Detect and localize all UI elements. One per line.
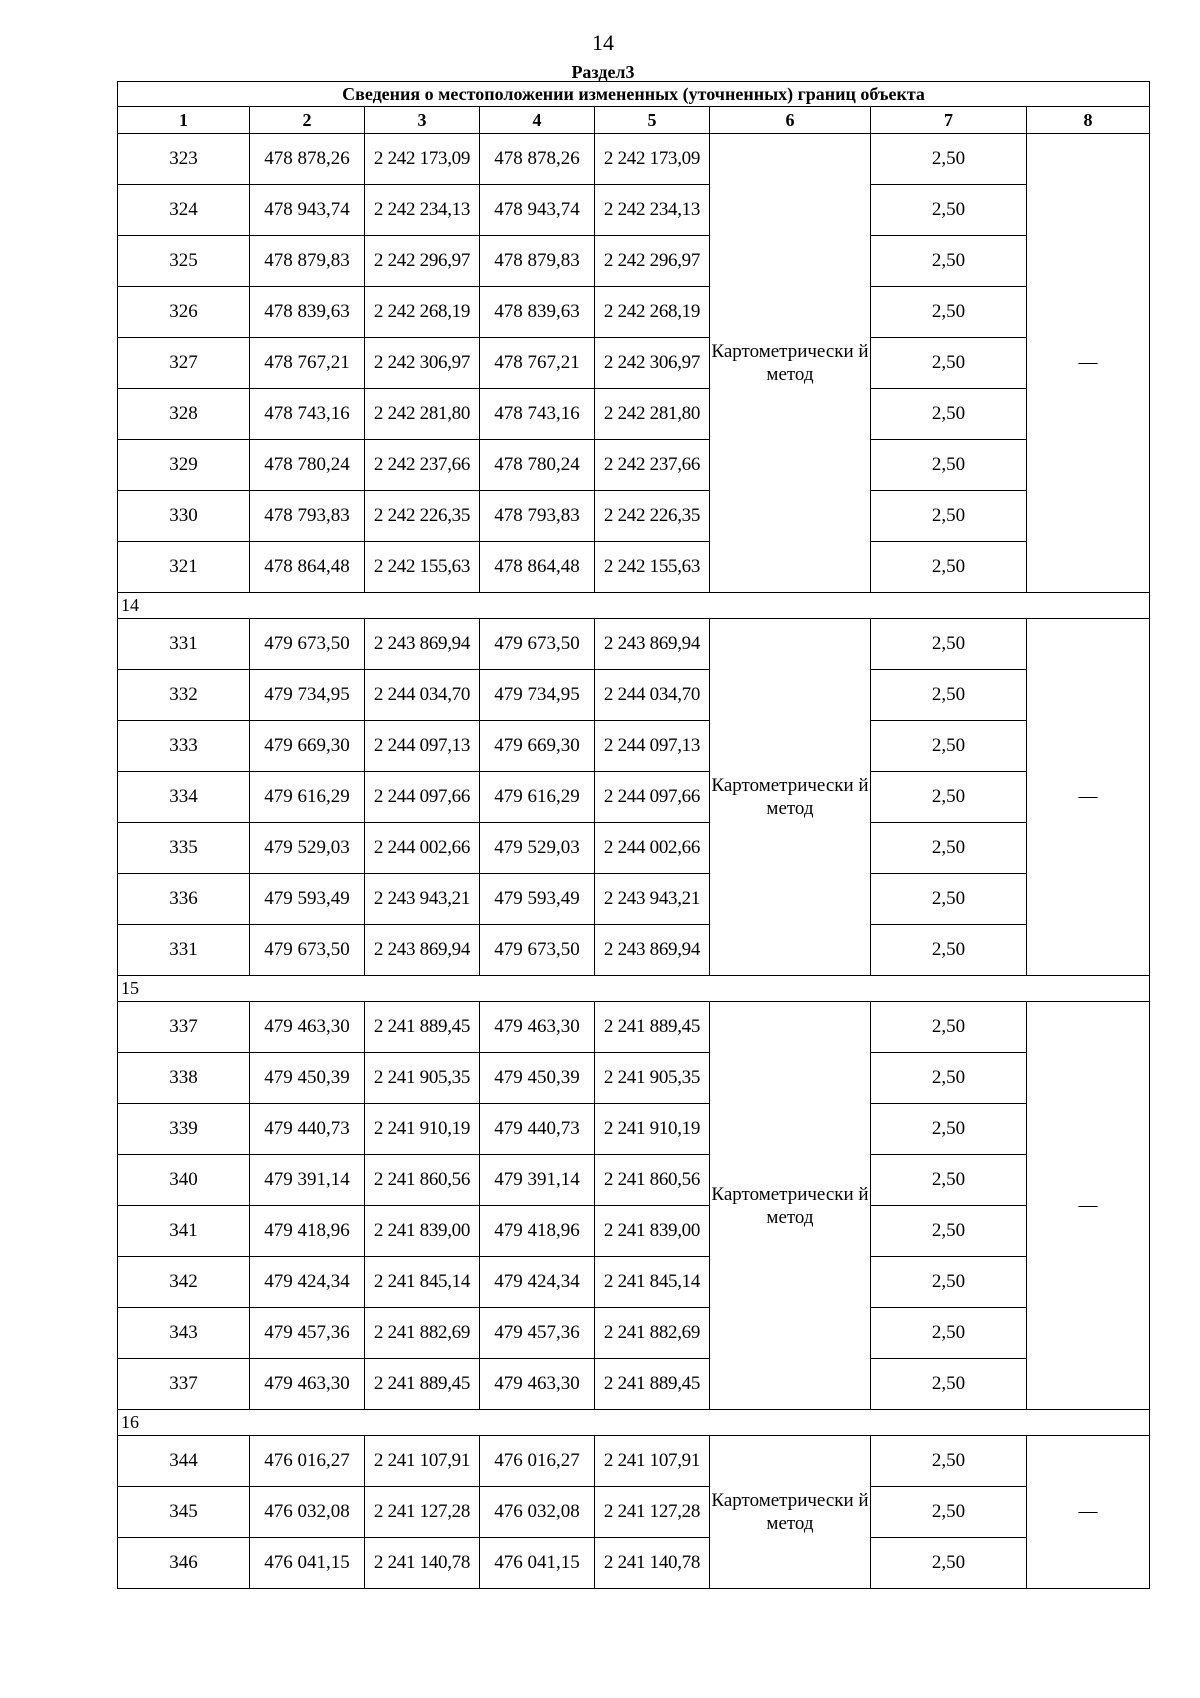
y-coordinate: 2 241 127,28 (365, 1487, 480, 1538)
y-coordinate: 2 242 296,97 (365, 236, 480, 287)
y-coordinate: 2 241 905,35 (365, 1053, 480, 1104)
y-coordinate: 2 244 097,13 (365, 721, 480, 772)
accuracy-value: 2,50 (871, 721, 1027, 772)
table-row (118, 670, 1150, 721)
table-row (118, 1359, 1150, 1410)
column-number: 8 (1027, 107, 1150, 134)
y-coordinate: 2 243 869,94 (365, 925, 480, 976)
y-coordinate-new: 2 241 860,56 (595, 1155, 710, 1206)
point-number: 342 (118, 1257, 250, 1308)
accuracy-value: 2,50 (871, 338, 1027, 389)
y-coordinate: 2 241 889,45 (365, 1002, 480, 1053)
col8-cell: — (1027, 619, 1150, 976)
col8-cell: — (1027, 134, 1150, 593)
accuracy-value: 2,50 (871, 1487, 1027, 1538)
accuracy-value: 2,50 (871, 185, 1027, 236)
y-coordinate: 2 244 034,70 (365, 670, 480, 721)
x-coordinate: 479 669,30 (250, 721, 365, 772)
col8-cell: — (1027, 1002, 1150, 1410)
accuracy-value: 2,50 (871, 287, 1027, 338)
accuracy-value: 2,50 (871, 389, 1027, 440)
y-coordinate-new: 2 241 127,28 (595, 1487, 710, 1538)
column-number: 6 (710, 107, 871, 134)
method-cell: Картометрически й метод (710, 1002, 871, 1410)
y-coordinate: 2 244 097,66 (365, 772, 480, 823)
point-number: 330 (118, 491, 250, 542)
x-coordinate-new: 479 463,30 (480, 1002, 595, 1053)
y-coordinate-new: 2 244 097,13 (595, 721, 710, 772)
point-number: 325 (118, 236, 250, 287)
point-number: 327 (118, 338, 250, 389)
x-coordinate: 478 879,83 (250, 236, 365, 287)
table-row (118, 185, 1150, 236)
y-coordinate-new: 2 242 281,80 (595, 389, 710, 440)
y-coordinate-new: 2 244 034,70 (595, 670, 710, 721)
table-row (118, 1436, 1150, 1487)
accuracy-value: 2,50 (871, 1359, 1027, 1410)
x-coordinate: 478 839,63 (250, 287, 365, 338)
group-label-row (118, 976, 1150, 1002)
y-coordinate-new: 2 242 306,97 (595, 338, 710, 389)
x-coordinate-new: 478 839,63 (480, 287, 595, 338)
table-row (118, 389, 1150, 440)
x-coordinate: 479 463,30 (250, 1002, 365, 1053)
method-cell: Картометрически й метод (710, 134, 871, 593)
x-coordinate: 478 780,24 (250, 440, 365, 491)
x-coordinate: 479 734,95 (250, 670, 365, 721)
accuracy-value: 2,50 (871, 1538, 1027, 1589)
column-number-row (118, 107, 1150, 134)
y-coordinate-new: 2 241 910,19 (595, 1104, 710, 1155)
y-coordinate: 2 242 155,63 (365, 542, 480, 593)
y-coordinate: 2 244 002,66 (365, 823, 480, 874)
x-coordinate-new: 478 864,48 (480, 542, 595, 593)
table-row (118, 721, 1150, 772)
y-coordinate-new: 2 241 905,35 (595, 1053, 710, 1104)
x-coordinate: 476 016,27 (250, 1436, 365, 1487)
method-cell: Картометрически й метод (710, 1436, 871, 1589)
y-coordinate: 2 241 882,69 (365, 1308, 480, 1359)
x-coordinate-new: 478 767,21 (480, 338, 595, 389)
table-row (118, 1104, 1150, 1155)
y-coordinate-new: 2 242 173,09 (595, 134, 710, 185)
y-coordinate: 2 243 943,21 (365, 874, 480, 925)
y-coordinate: 2 241 910,19 (365, 1104, 480, 1155)
y-coordinate-new: 2 241 889,45 (595, 1359, 710, 1410)
point-number: 339 (118, 1104, 250, 1155)
x-coordinate-new: 479 424,34 (480, 1257, 595, 1308)
x-coordinate-new: 479 418,96 (480, 1206, 595, 1257)
y-coordinate-new: 2 241 889,45 (595, 1002, 710, 1053)
accuracy-value: 2,50 (871, 1308, 1027, 1359)
y-coordinate-new: 2 243 943,21 (595, 874, 710, 925)
table-row (118, 542, 1150, 593)
x-coordinate: 479 673,50 (250, 925, 365, 976)
accuracy-value: 2,50 (871, 1002, 1027, 1053)
x-coordinate-new: 478 943,74 (480, 185, 595, 236)
x-coordinate-new: 479 440,73 (480, 1104, 595, 1155)
point-number: 328 (118, 389, 250, 440)
y-coordinate-new: 2 241 107,91 (595, 1436, 710, 1487)
y-coordinate-new: 2 241 882,69 (595, 1308, 710, 1359)
accuracy-value: 2,50 (871, 619, 1027, 670)
x-coordinate-new: 478 793,83 (480, 491, 595, 542)
table-row (118, 1002, 1150, 1053)
table-row (118, 772, 1150, 823)
point-number: 324 (118, 185, 250, 236)
x-coordinate: 479 529,03 (250, 823, 365, 874)
col8-cell: — (1027, 1436, 1150, 1589)
table-row (118, 874, 1150, 925)
y-coordinate: 2 241 839,00 (365, 1206, 480, 1257)
accuracy-value: 2,50 (871, 772, 1027, 823)
x-coordinate: 479 457,36 (250, 1308, 365, 1359)
x-coordinate-new: 479 673,50 (480, 619, 595, 670)
x-coordinate-new: 479 391,14 (480, 1155, 595, 1206)
column-number: 7 (871, 107, 1027, 134)
table-row (118, 823, 1150, 874)
x-coordinate-new: 479 673,50 (480, 925, 595, 976)
x-coordinate: 479 593,49 (250, 874, 365, 925)
x-coordinate-new: 479 669,30 (480, 721, 595, 772)
method-cell: Картометрически й метод (710, 619, 871, 976)
y-coordinate-new: 2 242 296,97 (595, 236, 710, 287)
point-number: 331 (118, 925, 250, 976)
accuracy-value: 2,50 (871, 134, 1027, 185)
y-coordinate: 2 242 268,19 (365, 287, 480, 338)
x-coordinate-new: 476 016,27 (480, 1436, 595, 1487)
x-coordinate-new: 479 457,36 (480, 1308, 595, 1359)
x-coordinate: 478 943,74 (250, 185, 365, 236)
x-coordinate: 479 418,96 (250, 1206, 365, 1257)
table-row (118, 925, 1150, 976)
column-number: 2 (250, 107, 365, 134)
coordinates-table (117, 81, 1150, 1589)
point-number: 335 (118, 823, 250, 874)
table-body (118, 82, 1150, 1589)
x-coordinate-new: 476 041,15 (480, 1538, 595, 1589)
y-coordinate-new: 2 243 869,94 (595, 925, 710, 976)
x-coordinate: 479 450,39 (250, 1053, 365, 1104)
y-coordinate-new: 2 241 839,00 (595, 1206, 710, 1257)
table-row (118, 1538, 1150, 1589)
y-coordinate: 2 241 845,14 (365, 1257, 480, 1308)
table-row (118, 619, 1150, 670)
column-number: 5 (595, 107, 710, 134)
column-number: 4 (480, 107, 595, 134)
y-coordinate: 2 242 173,09 (365, 134, 480, 185)
accuracy-value: 2,50 (871, 542, 1027, 593)
x-coordinate-new: 479 450,39 (480, 1053, 595, 1104)
x-coordinate: 478 767,21 (250, 338, 365, 389)
column-number: 3 (365, 107, 480, 134)
y-coordinate: 2 242 234,13 (365, 185, 480, 236)
accuracy-value: 2,50 (871, 1155, 1027, 1206)
y-coordinate: 2 242 306,97 (365, 338, 480, 389)
accuracy-value: 2,50 (871, 1206, 1027, 1257)
point-number: 338 (118, 1053, 250, 1104)
point-number: 326 (118, 287, 250, 338)
point-number: 340 (118, 1155, 250, 1206)
point-number: 321 (118, 542, 250, 593)
accuracy-value: 2,50 (871, 670, 1027, 721)
point-number: 333 (118, 721, 250, 772)
y-coordinate-new: 2 244 002,66 (595, 823, 710, 874)
table-caption-row (118, 82, 1150, 107)
table-row (118, 440, 1150, 491)
point-number: 334 (118, 772, 250, 823)
accuracy-value: 2,50 (871, 440, 1027, 491)
point-number: 332 (118, 670, 250, 721)
point-number: 336 (118, 874, 250, 925)
table-row (118, 1257, 1150, 1308)
x-coordinate: 479 616,29 (250, 772, 365, 823)
table-row (118, 338, 1150, 389)
x-coordinate: 478 878,26 (250, 134, 365, 185)
x-coordinate-new: 479 463,30 (480, 1359, 595, 1410)
y-coordinate-new: 2 241 140,78 (595, 1538, 710, 1589)
accuracy-value: 2,50 (871, 1257, 1027, 1308)
y-coordinate: 2 242 237,66 (365, 440, 480, 491)
x-coordinate: 479 424,34 (250, 1257, 365, 1308)
point-number: 346 (118, 1538, 250, 1589)
table-row (118, 1206, 1150, 1257)
x-coordinate: 478 793,83 (250, 491, 365, 542)
y-coordinate-new: 2 241 845,14 (595, 1257, 710, 1308)
group-label-row (118, 1410, 1150, 1436)
point-number: 344 (118, 1436, 250, 1487)
point-number: 337 (118, 1002, 250, 1053)
y-coordinate: 2 241 140,78 (365, 1538, 480, 1589)
y-coordinate: 2 242 226,35 (365, 491, 480, 542)
accuracy-value: 2,50 (871, 1104, 1027, 1155)
table-row (118, 287, 1150, 338)
point-number: 345 (118, 1487, 250, 1538)
accuracy-value: 2,50 (871, 874, 1027, 925)
group-label-row (118, 593, 1150, 619)
x-coordinate-new: 478 743,16 (480, 389, 595, 440)
point-number: 329 (118, 440, 250, 491)
point-number: 343 (118, 1308, 250, 1359)
page-number: 14 (592, 30, 614, 55)
accuracy-value: 2,50 (871, 1436, 1027, 1487)
x-coordinate-new: 479 593,49 (480, 874, 595, 925)
y-coordinate-new: 2 242 237,66 (595, 440, 710, 491)
y-coordinate-new: 2 243 869,94 (595, 619, 710, 670)
x-coordinate: 478 743,16 (250, 389, 365, 440)
x-coordinate: 479 463,30 (250, 1359, 365, 1410)
x-coordinate-new: 479 616,29 (480, 772, 595, 823)
accuracy-value: 2,50 (871, 925, 1027, 976)
y-coordinate-new: 2 244 097,66 (595, 772, 710, 823)
x-coordinate-new: 478 878,26 (480, 134, 595, 185)
table-row (118, 1155, 1150, 1206)
x-coordinate: 476 041,15 (250, 1538, 365, 1589)
x-coordinate: 479 673,50 (250, 619, 365, 670)
table-row (118, 1308, 1150, 1359)
table-row (118, 134, 1150, 185)
table-row (118, 491, 1150, 542)
accuracy-value: 2,50 (871, 1053, 1027, 1104)
accuracy-value: 2,50 (871, 491, 1027, 542)
table-row (118, 236, 1150, 287)
point-number: 323 (118, 134, 250, 185)
x-coordinate: 479 391,14 (250, 1155, 365, 1206)
table-row (118, 1487, 1150, 1538)
y-coordinate: 2 241 107,91 (365, 1436, 480, 1487)
y-coordinate-new: 2 242 155,63 (595, 542, 710, 593)
x-coordinate: 478 864,48 (250, 542, 365, 593)
y-coordinate: 2 243 869,94 (365, 619, 480, 670)
section-title: Раздел3 (571, 62, 635, 82)
x-coordinate-new: 478 780,24 (480, 440, 595, 491)
x-coordinate: 476 032,08 (250, 1487, 365, 1538)
column-number: 1 (118, 107, 250, 134)
x-coordinate: 479 440,73 (250, 1104, 365, 1155)
y-coordinate: 2 242 281,80 (365, 389, 480, 440)
point-number: 331 (118, 619, 250, 670)
y-coordinate-new: 2 242 234,13 (595, 185, 710, 236)
group-label: 16 (118, 1410, 1150, 1436)
x-coordinate-new: 478 879,83 (480, 236, 595, 287)
x-coordinate-new: 479 734,95 (480, 670, 595, 721)
table-row (118, 1053, 1150, 1104)
x-coordinate-new: 476 032,08 (480, 1487, 595, 1538)
y-coordinate: 2 241 889,45 (365, 1359, 480, 1410)
table-caption: Сведения о местоположении измененных (уточненных) границ объекта (118, 82, 1150, 107)
y-coordinate: 2 241 860,56 (365, 1155, 480, 1206)
accuracy-value: 2,50 (871, 823, 1027, 874)
y-coordinate-new: 2 242 268,19 (595, 287, 710, 338)
accuracy-value: 2,50 (871, 236, 1027, 287)
group-label: 15 (118, 976, 1150, 1002)
group-label: 14 (118, 593, 1150, 619)
point-number: 337 (118, 1359, 250, 1410)
x-coordinate-new: 479 529,03 (480, 823, 595, 874)
y-coordinate-new: 2 242 226,35 (595, 491, 710, 542)
point-number: 341 (118, 1206, 250, 1257)
